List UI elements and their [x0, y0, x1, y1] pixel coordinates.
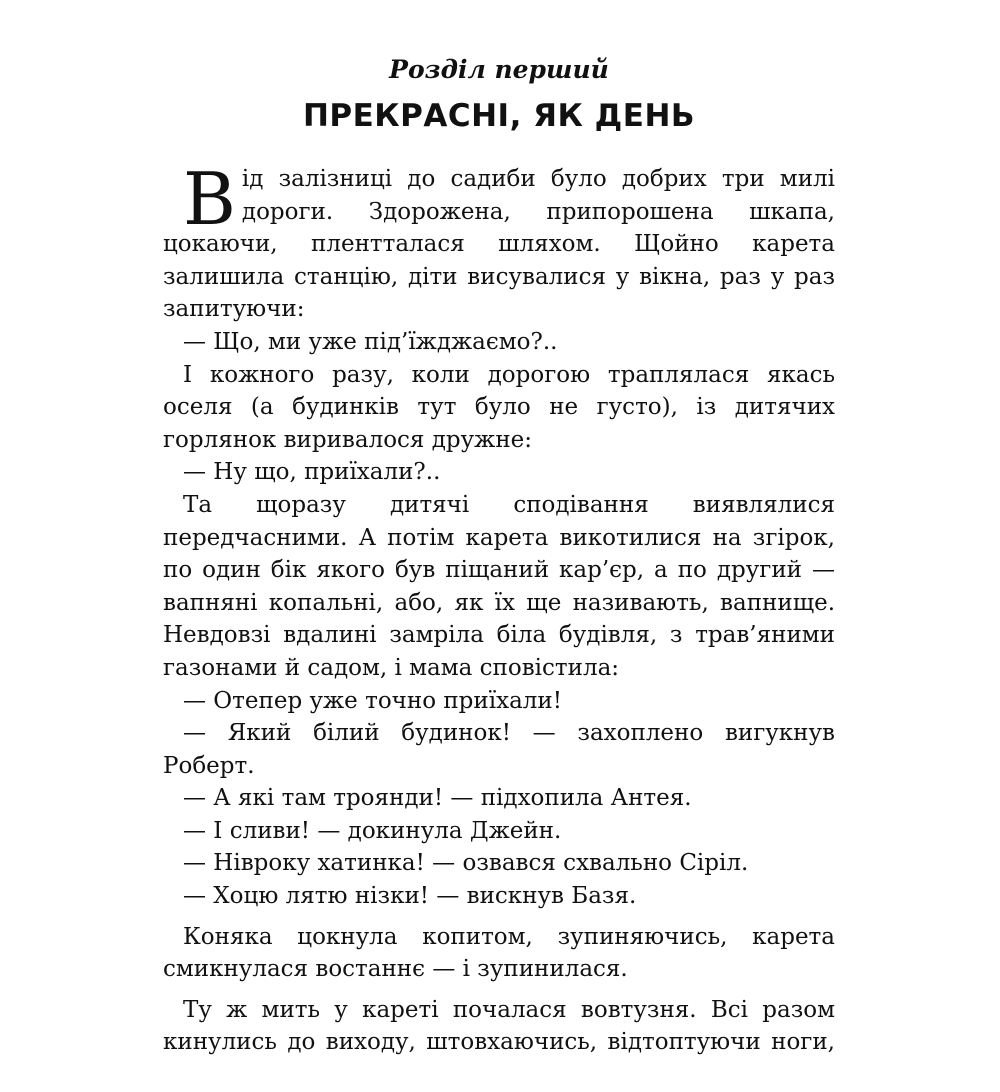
chapter-body	[163, 157, 835, 1092]
paragraph: — Що, ми уже під’їжджаємо?..	[183, 328, 558, 355]
paragraph: Ту ж мить у кареті почалася вовтузня. Всі разом кинулись до виходу, штовхаючись, відтоптуючи ноги,	[163, 996, 835, 1056]
paragraph: — І сливи! — докинула Джейн.	[183, 817, 562, 844]
paragraph: — Ну що, приїхали?..	[183, 459, 441, 486]
paragraph: Та щоразу дитячі сподівання виявлялися передчасними. А потім карета викотилися на згірок, по один бік якого був піщаний кар’єр, а по другий — вапняні копальні, або, як їх ще називають, вапнище. Невдовзі вдалині замріла біла будівля, з трав’яними газонами й садом, і мама сповістила:	[163, 491, 835, 681]
drop-cap: В	[183, 157, 236, 241]
paragraph	[163, 157, 835, 326]
book-page	[163, 40, 835, 1092]
chapter-label: Розділ перший	[389, 55, 609, 84]
paragraph: — А які там троянди! — підхопила Антея.	[183, 785, 692, 812]
paragraph-text: ід залізниці до садиби було добрих три милі дороги. Здорожена, припорошена шкапа, цокаючи, плентталася шляхом. Щойно карета залишила станцію, діти висувалися у вікна, раз у раз запитуючи:	[163, 166, 835, 323]
paragraph: — Нівроку хатинка! — озвався схвально Сіріл.	[183, 850, 749, 877]
chapter-title: ПРЕКРАСНІ, ЯК ДЕНЬ	[302, 98, 696, 134]
paragraph: І кожного разу, коли дорогою траплялася якась оселя (а будинків тут було не густо), із дитячих горлянок виривалося дружне:	[163, 361, 835, 453]
paragraph: — Хоцю лятю нізки! — вискнув Базя.	[183, 883, 637, 910]
paragraph: Коняка цокнула копитом, зупиняючись, карета смикнулася востаннє — і зупинилася.	[163, 923, 835, 983]
paragraph: — Який білий будинок! — захоплено вигукнув Роберт.	[163, 720, 835, 779]
paragraph: — Отепер уже точно приїхали!	[183, 687, 562, 714]
